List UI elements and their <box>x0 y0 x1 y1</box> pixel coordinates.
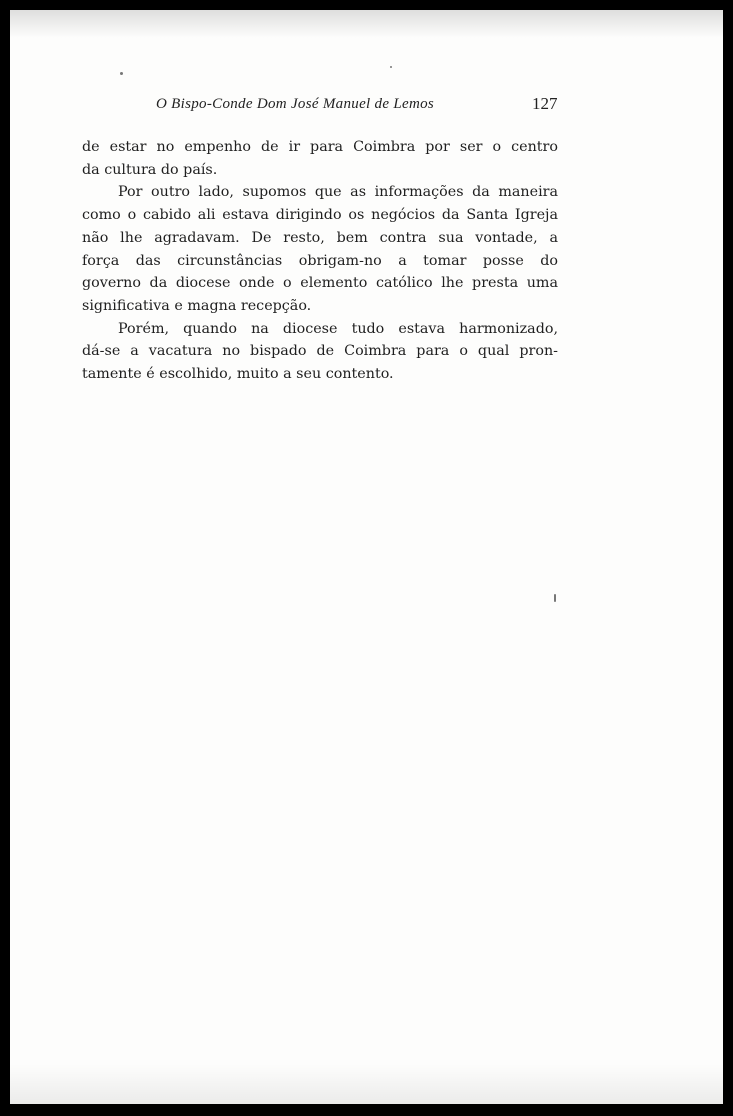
scan-speck <box>554 594 556 602</box>
text-line: tamente é escolhido, muito a seu contento. <box>82 366 394 383</box>
running-title: O Bispo-Conde Dom José Manuel de Lemos <box>156 96 435 112</box>
running-head <box>10 96 723 120</box>
text-line: significativa e magna recepção. <box>82 297 312 314</box>
text-line: como o cabido ali estava dirigindo os negócios da Santa Igreja <box>82 207 558 224</box>
page-number: 127 <box>532 94 558 113</box>
scan-shadow-top <box>10 10 723 38</box>
text-line: dá-se a vacatura no bispado de Coimbra para o qual pron- <box>82 343 558 360</box>
text-line: Porém, quando na diocese tudo estava harmonizado, <box>118 320 558 337</box>
scan-shadow-bottom <box>10 1064 723 1104</box>
text-line: governo da diocese onde o elemento católico lhe presta uma <box>82 275 558 292</box>
text-line: não lhe agradavam. De resto, bem contra sua vontade, a <box>82 229 558 246</box>
text-line: de estar no empenho de ir para Coimbra por ser o centro <box>82 139 558 155</box>
scan-speck <box>120 72 123 75</box>
scan-speck <box>390 66 392 68</box>
body-text <box>82 136 558 386</box>
book-page <box>10 10 723 1104</box>
text-line: Por outro lado, supomos que as informações da maneira <box>118 184 558 201</box>
text-line: força das circunstâncias obrigam-no a tomar posse do <box>82 252 558 269</box>
text-line: da cultura do país. <box>82 161 218 178</box>
